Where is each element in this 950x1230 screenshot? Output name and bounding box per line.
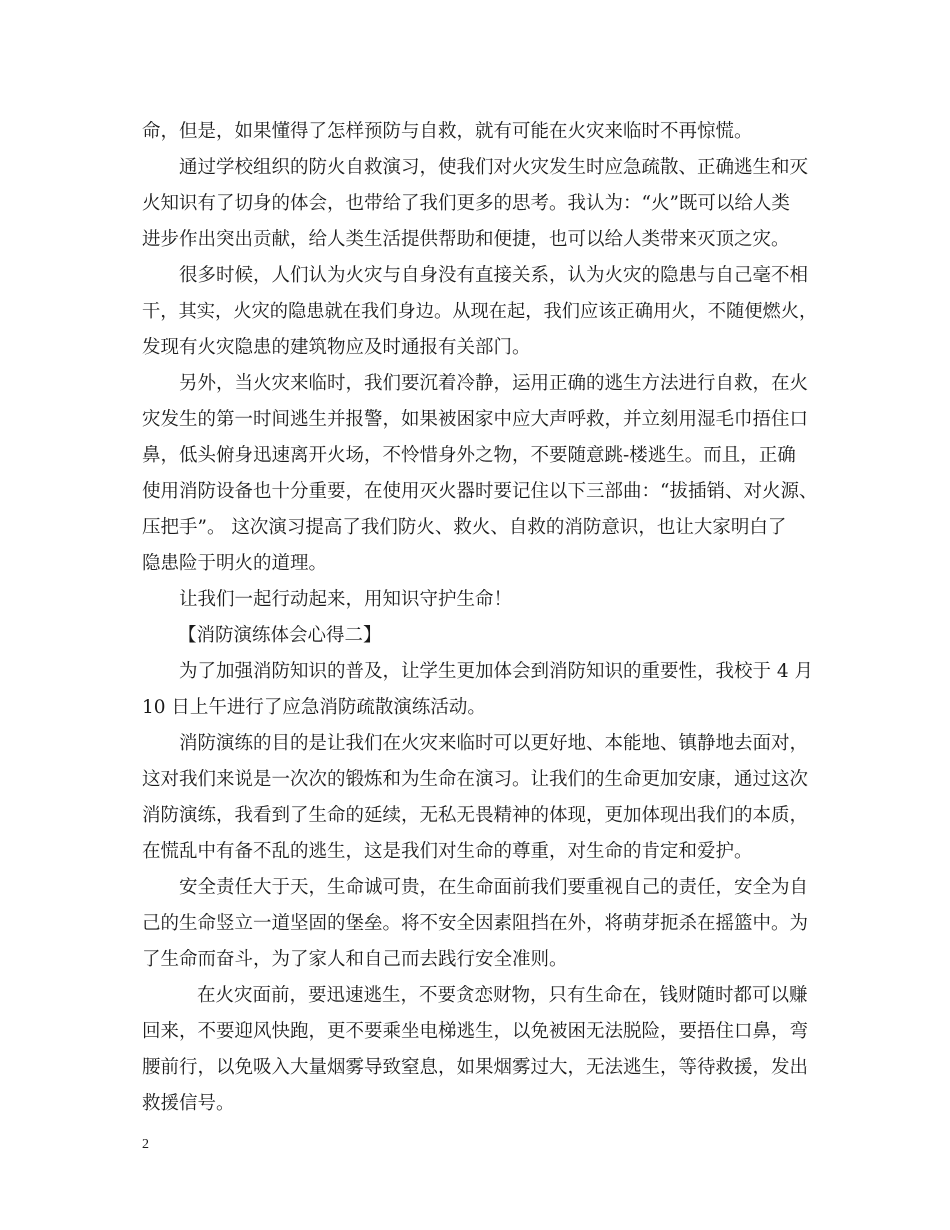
text-line: 使用消防设备也十分重要，在使用灭火器时要记住以下三部曲：“拔插销、对火源、: [142, 481, 818, 502]
text-line: 己的生命竖立一道坚固的堡垒。将不安全因素阻挡在外，将萌芽扼杀在摇篮中。为: [142, 913, 809, 934]
text-line: 回来，不要迎风快跑，更不要乘坐电梯逃生，以免被困无法脱险，要捂住口鼻，弯: [142, 1021, 809, 1042]
text-line: 干，其实，火灾的隐患就在我们身边。从现在起，我们应该正确用火，不随便燃火，: [142, 301, 818, 322]
paragraph-first-line: 安全责任大于天，生命诚可贵，在生命面前我们要重视自己的责任，安全为自: [179, 877, 809, 898]
paragraph-first-line: 在火灾面前，要迅速逃生，不要贪恋财物，只有生命在，钱财随时都可以赚: [197, 985, 808, 1006]
paragraph-first-line: 很多时候，人们认为火灾与自身没有直接关系，认为火灾的隐患与自己毫不相: [179, 265, 809, 286]
text-line: 这对我们来说是一次次的锻炼和为生命在演习。让我们的生命更加安康，通过这次: [142, 769, 809, 790]
paragraph-first-line: 另外，当火灾来临时，我们要沉着冷静，运用正确的逃生方法进行自救，在火: [179, 373, 809, 394]
text-line: 发现有火灾隐患的建筑物应及时通报有关部门。: [142, 337, 531, 358]
text-line: 隐患险于明火的道理。: [142, 553, 328, 574]
paragraph-first-line: 为了加强消防知识的普及，让学生更加体会到消防知识的重要性，我校于 4 月: [179, 661, 814, 682]
text-line: 压把手”。 这次演习提高了我们防火、救火、自救的消防意识，也让大家明白了: [142, 517, 787, 538]
paragraph-first-line: 通过学校组织的防火自救演习，使我们对火灾发生时应急疏散、正确逃生和灭: [179, 157, 809, 178]
section-heading: 【消防演练体会心得二】: [178, 625, 382, 646]
text-line: 10 日上午进行了应急消防疏散演练活动。: [142, 697, 486, 718]
text-line: 鼻，低头俯身迅速离开火场，不怜惜身外之物，不要随意跳-楼逃生。而且，正确: [142, 445, 796, 466]
text-line: 在慌乱中有备不乱的逃生，这是我们对生命的尊重，对生命的肯定和爱护。: [142, 841, 753, 862]
text-line: 命，但是，如果懂得了怎样预防与自救，就有可能在火灾来临时不再惊慌。: [142, 121, 753, 142]
text-line: 灾发生的第一时间逃生并报警，如果被困家中应大声呼救，并立刻用湿毛巾捂住口: [142, 409, 809, 430]
text-line: 救援信号。: [142, 1093, 235, 1114]
text-line: 消防演练，我看到了生命的延续，无私无畏精神的体现，更加体现出我们的本质，: [142, 805, 809, 826]
text-line: 了生命而奋斗，为了家人和自己而去践行安全准则。: [142, 949, 568, 970]
text-line: 腰前行，以免吸入大量烟雾导致窒息，如果烟雾过大，无法逃生，等待救援，发出: [142, 1057, 809, 1078]
page-number: 2: [142, 1137, 149, 1152]
text-line: 进步作出突出贡献，给人类生活提供帮助和便捷，也可以给人类带来灭顶之灾。: [142, 229, 790, 250]
text-line: 火知识有了切身的体会，也带给了我们更多的思考。我认为：“火”既可以给人类: [142, 193, 790, 214]
paragraph-first-line: 消防演练的目的是让我们在火灾来临时可以更好地、本能地、镇静地去面对，: [179, 733, 809, 754]
paragraph-first-line: 让我们一起行动起来，用知识守护生命！: [179, 589, 513, 610]
document-body: [142, 114, 824, 1122]
